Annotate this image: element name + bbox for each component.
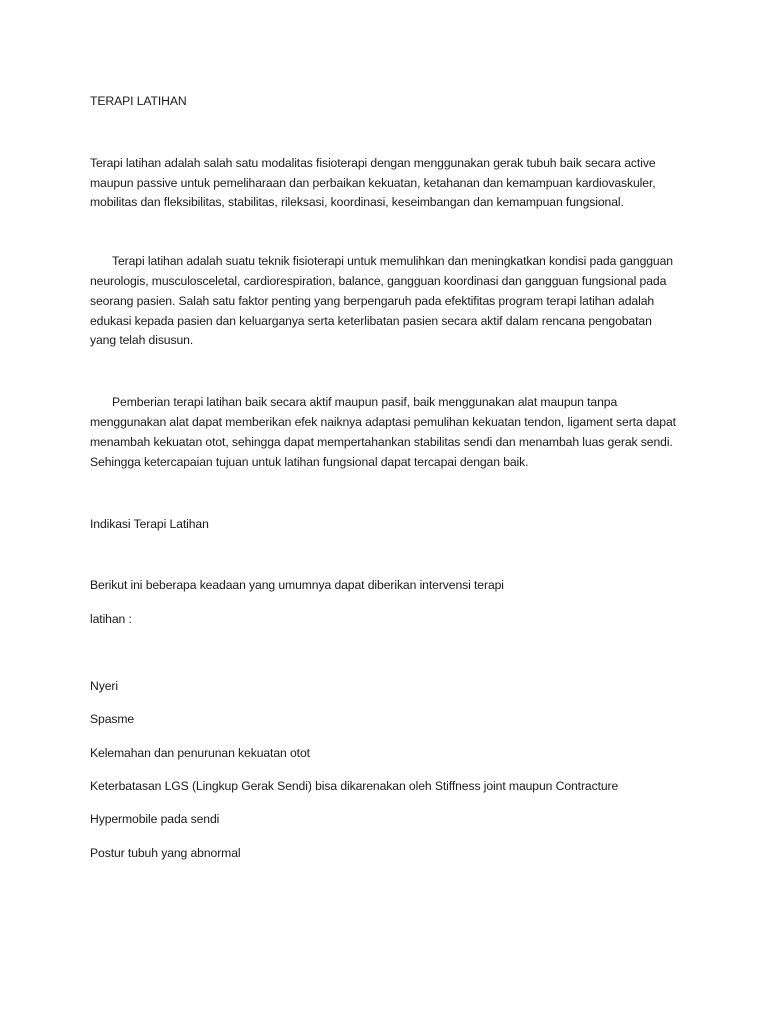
paragraph-definition: Terapi latihan adalah salah satu modalitas fisioterapi dengan menggunakan gerak tubuh baik secara active maupun passive untuk pemeliharaan dan perbaikan kekuatan, ketahanan dan kemampuan kardiovaskuler, mobilitas dan fleksibilitas, stabilitas, rileksasi, koordinasi, keseimbangan dan kemampuan fungsional.	[90, 155, 656, 210]
indications-list	[90, 677, 680, 864]
indication-item: Spasme	[90, 712, 135, 727]
paragraph-benefits: Pemberian terapi latihan baik secara aktif maupun pasif, baik menggunakan alat maupun tanpa menggunakan alat dapat memberikan efek naiknya adaptasi pemulihan kekuatan tendon, ligament serta dapat menambah kekuatan otot, sehingga dapat mempertahankan stabilitas sendi dan menambah luas gerak sendi. Sehingga ketercapaian tujuan untuk latihan fungsional dapat tercapai dengan baik.	[90, 395, 676, 469]
document-title: TERAPI LATIHAN	[90, 94, 187, 108]
indication-item: Nyeri	[90, 678, 118, 693]
paragraph-technique: Terapi latihan adalah suatu teknik fisioterapi untuk memulihkan dan meningkatkan kondisi pada gangguan neurologis, musculosceletal, cardiorespiration, balance, gangguan koordinasi dan gangguan fungsional pada seorang pasien. Salah satu faktor penting yang berpengaruh pada efektifitas program terapi latihan adalah edukasi kepada pasien dan keluarganya serta keterlibatan pasien secara aktif dalam rencana pengobatan yang telah disusun.	[90, 254, 673, 348]
indication-item: Kelemahan dan penurunan kekuatan otot	[90, 745, 310, 760]
indication-item: Hypermobile pada sendi	[90, 812, 220, 827]
indication-item: Postur tubuh yang abnormal	[90, 845, 241, 860]
section-heading-indications: Indikasi Terapi Latihan	[90, 517, 209, 532]
indications-intro: Berikut ini beberapa keadaan yang umumnya dapat diberikan intervensi terapi	[90, 578, 504, 593]
document-body	[90, 92, 680, 877]
indications-intro-continued: latihan :	[90, 611, 132, 626]
indication-item: Keterbatasan LGS (Lingkup Gerak Sendi) bisa dikarenakan oleh Stiffness joint maupun Contracture	[90, 778, 619, 793]
